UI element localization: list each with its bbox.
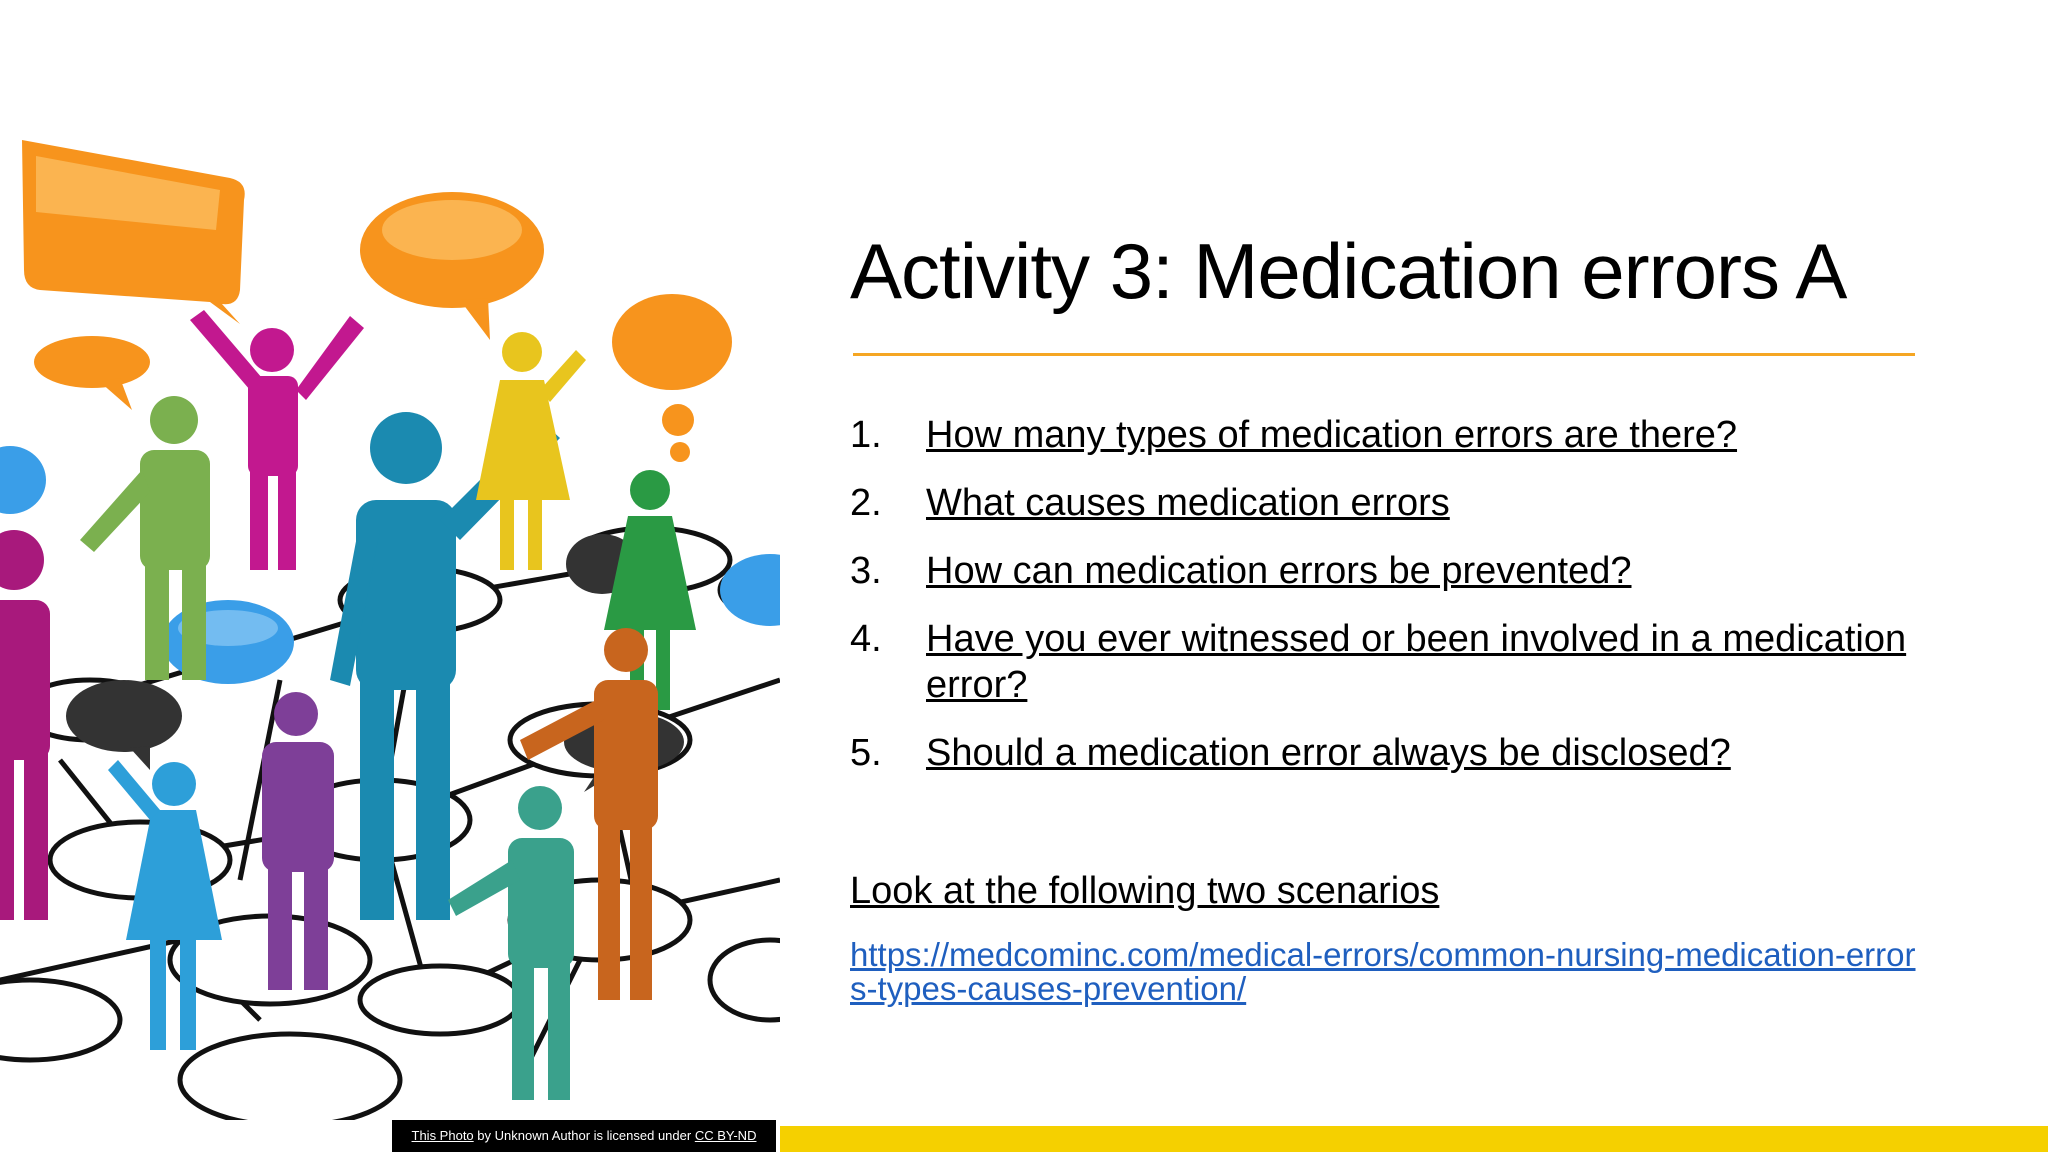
image-credit bbox=[392, 1120, 776, 1152]
list-number: 2. bbox=[850, 482, 882, 524]
scenarios-label: Look at the following two scenarios bbox=[850, 870, 1440, 912]
people-network-illustration bbox=[0, 120, 780, 1120]
question-text: What causes medication errors bbox=[926, 482, 1450, 524]
license-link[interactable]: CC BY-ND bbox=[694, 1128, 757, 1143]
bottom-accent-bar bbox=[780, 1126, 2048, 1152]
list-item bbox=[850, 480, 1930, 526]
list-number: 4. bbox=[850, 618, 882, 660]
list-item bbox=[850, 548, 1930, 594]
question-list bbox=[850, 412, 1930, 798]
question-text: How many types of medication errors are there? bbox=[926, 414, 1738, 456]
question-text: Should a medication error always be disclosed? bbox=[926, 732, 1731, 774]
title-divider bbox=[853, 353, 1915, 356]
credit-text: by Unknown Author is licensed under bbox=[473, 1128, 695, 1143]
list-item bbox=[850, 616, 1930, 708]
list-item bbox=[850, 730, 1930, 776]
scenarios-url-link[interactable]: https://medcominc.com/medical-errors/common-nursing-medication-errors-types-causes-prevention/ bbox=[850, 936, 1916, 1007]
list-number: 3. bbox=[850, 550, 882, 592]
this-photo-link[interactable]: This Photo bbox=[411, 1128, 474, 1143]
list-number: 5. bbox=[850, 732, 882, 774]
question-text: Have you ever witnessed or been involved in a medication error? bbox=[926, 618, 1907, 706]
list-item bbox=[850, 412, 1930, 458]
question-text: How can medication errors be prevented? bbox=[926, 550, 1632, 592]
slide-title: Activity 3: Medication errors A bbox=[850, 227, 1847, 315]
list-number: 1. bbox=[850, 414, 882, 456]
